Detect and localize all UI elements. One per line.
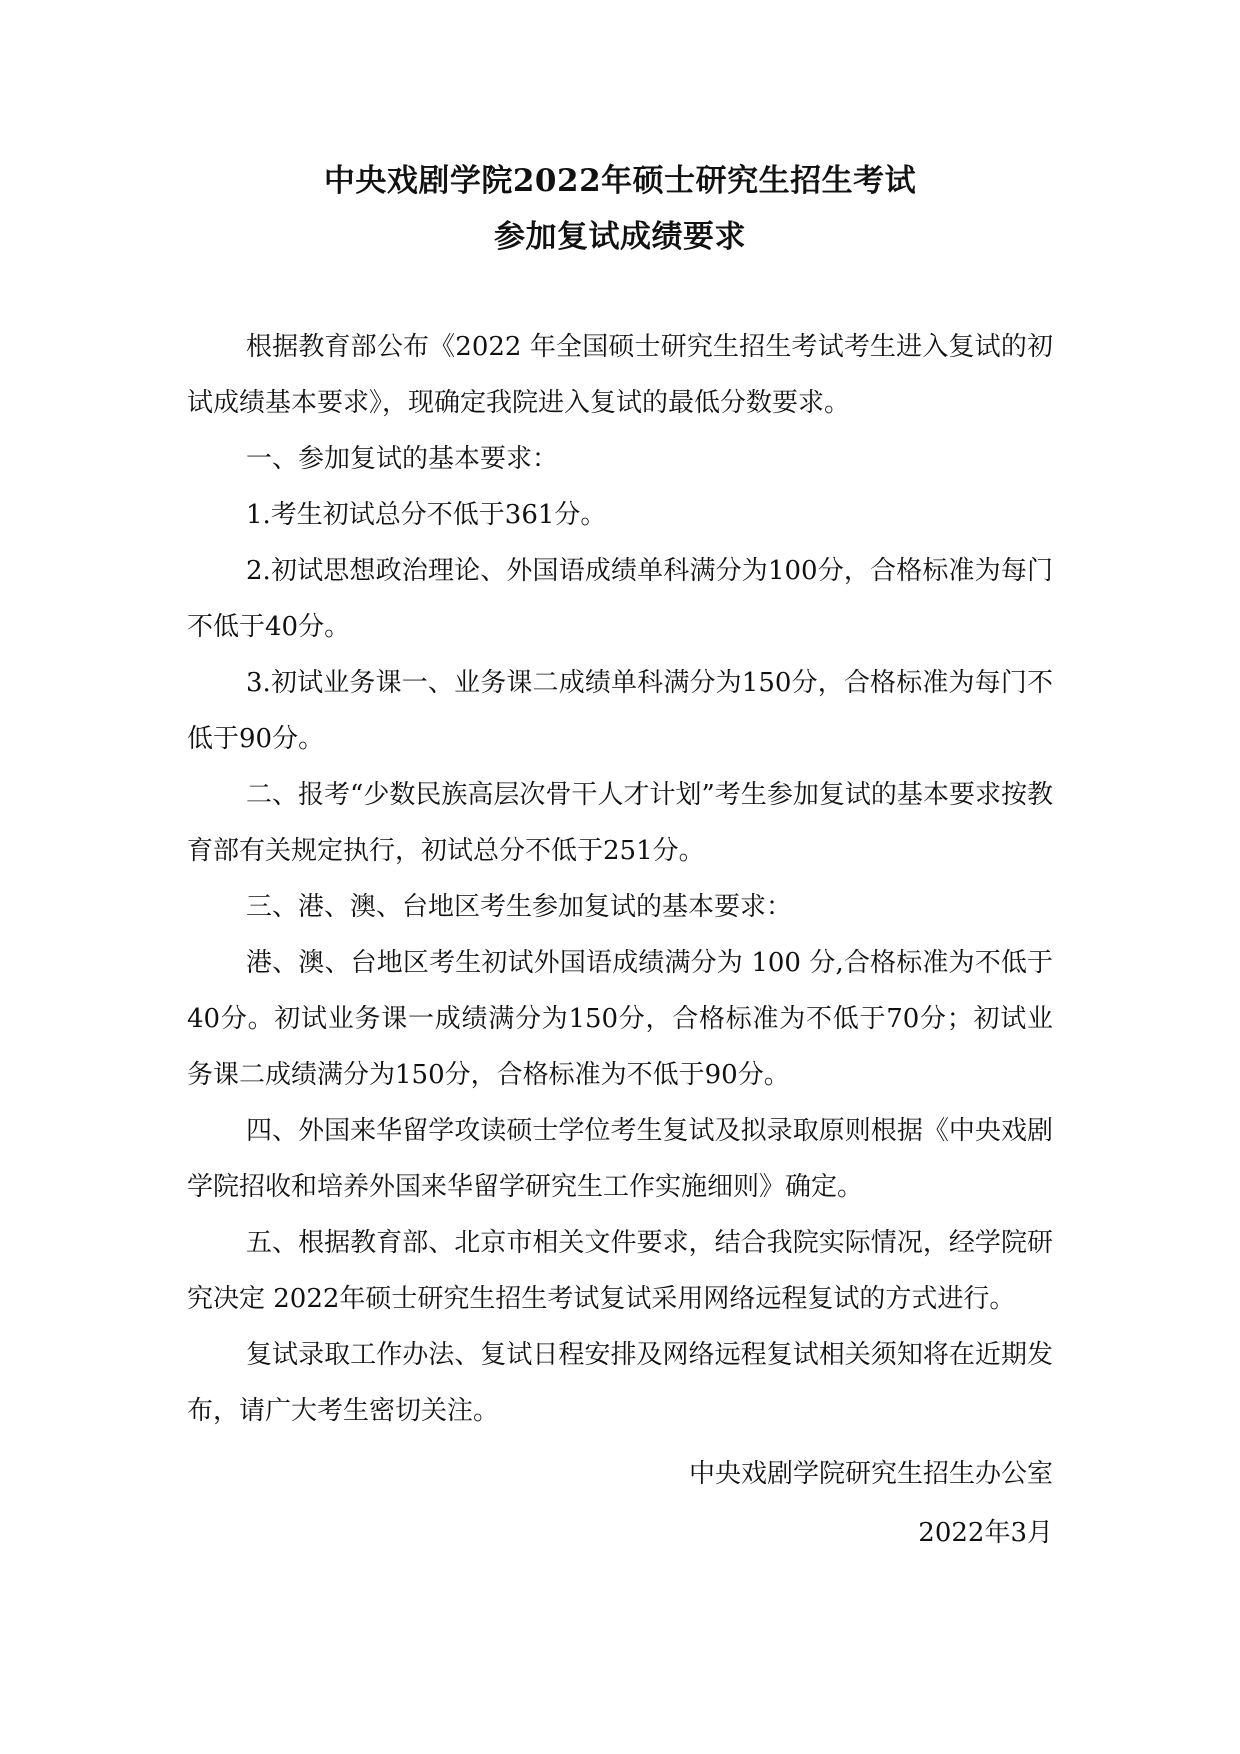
document-body (187, 319, 1053, 1439)
document-title-line2: 参加复试成绩要求 (494, 219, 746, 255)
section-two-paragraph: 二、报考“少数民族高层次骨干人才计划”考生参加复试的基本要求按教育部有关规定执行，初试总分不低于251分。 (187, 780, 1053, 866)
section-one-heading: 一、参加复试的基本要求： (246, 444, 559, 474)
requirement-total-score: 1.考生初试总分不低于361分。 (246, 500, 607, 530)
signature-date: 2022年3月 (918, 1518, 1053, 1548)
section-three-heading: 三、港、澳、台地区考生参加复试的基本要求： (246, 892, 793, 922)
section-three-paragraph: 港、澳、台地区考生初试外国语成绩满分为 100 分,合格标准为不低于40分。初试业务课一成绩满分为150分，合格标准为不低于70分；初试业务课二成绩满分为150分，合格标准为不低于90分。 (187, 948, 1053, 1090)
section-four-paragraph: 四、外国来华留学攻读硕士学位考生复试及拟录取原则根据《中央戏剧学院招收和培养外国来华留学研究生工作实施细则》确定。 (187, 1116, 1053, 1202)
signature-office: 中央戏剧学院研究生招生办公室 (688, 1459, 1053, 1489)
requirement-politics-language: 2.初试思想政治理论、外国语成绩单科满分为100分，合格标准为每门不低于40分。 (187, 556, 1053, 642)
requirement-professional-courses: 3.初试业务课一、业务课二成绩单科满分为150分，合格标准为每门不低于90分。 (187, 668, 1053, 754)
closing-paragraph: 复试录取工作办法、复试日程安排及网络远程复试相关须知将在近期发布，请广大考生密切关注。 (187, 1340, 1053, 1426)
section-five-paragraph: 五、根据教育部、北京市相关文件要求，结合我院实际情况，经学院研究决定 2022年硕士研究生招生考试复试采用网络远程复试的方式进行。 (187, 1228, 1053, 1314)
document-title-line1: 中央戏剧学院2022年硕士研究生招生考试 (323, 163, 917, 199)
intro-paragraph: 根据教育部公布《2022 年全国硕士研究生招生考试考生进入复试的初试成绩基本要求》，现确定我院进入复试的最低分数要求。 (187, 332, 1053, 418)
